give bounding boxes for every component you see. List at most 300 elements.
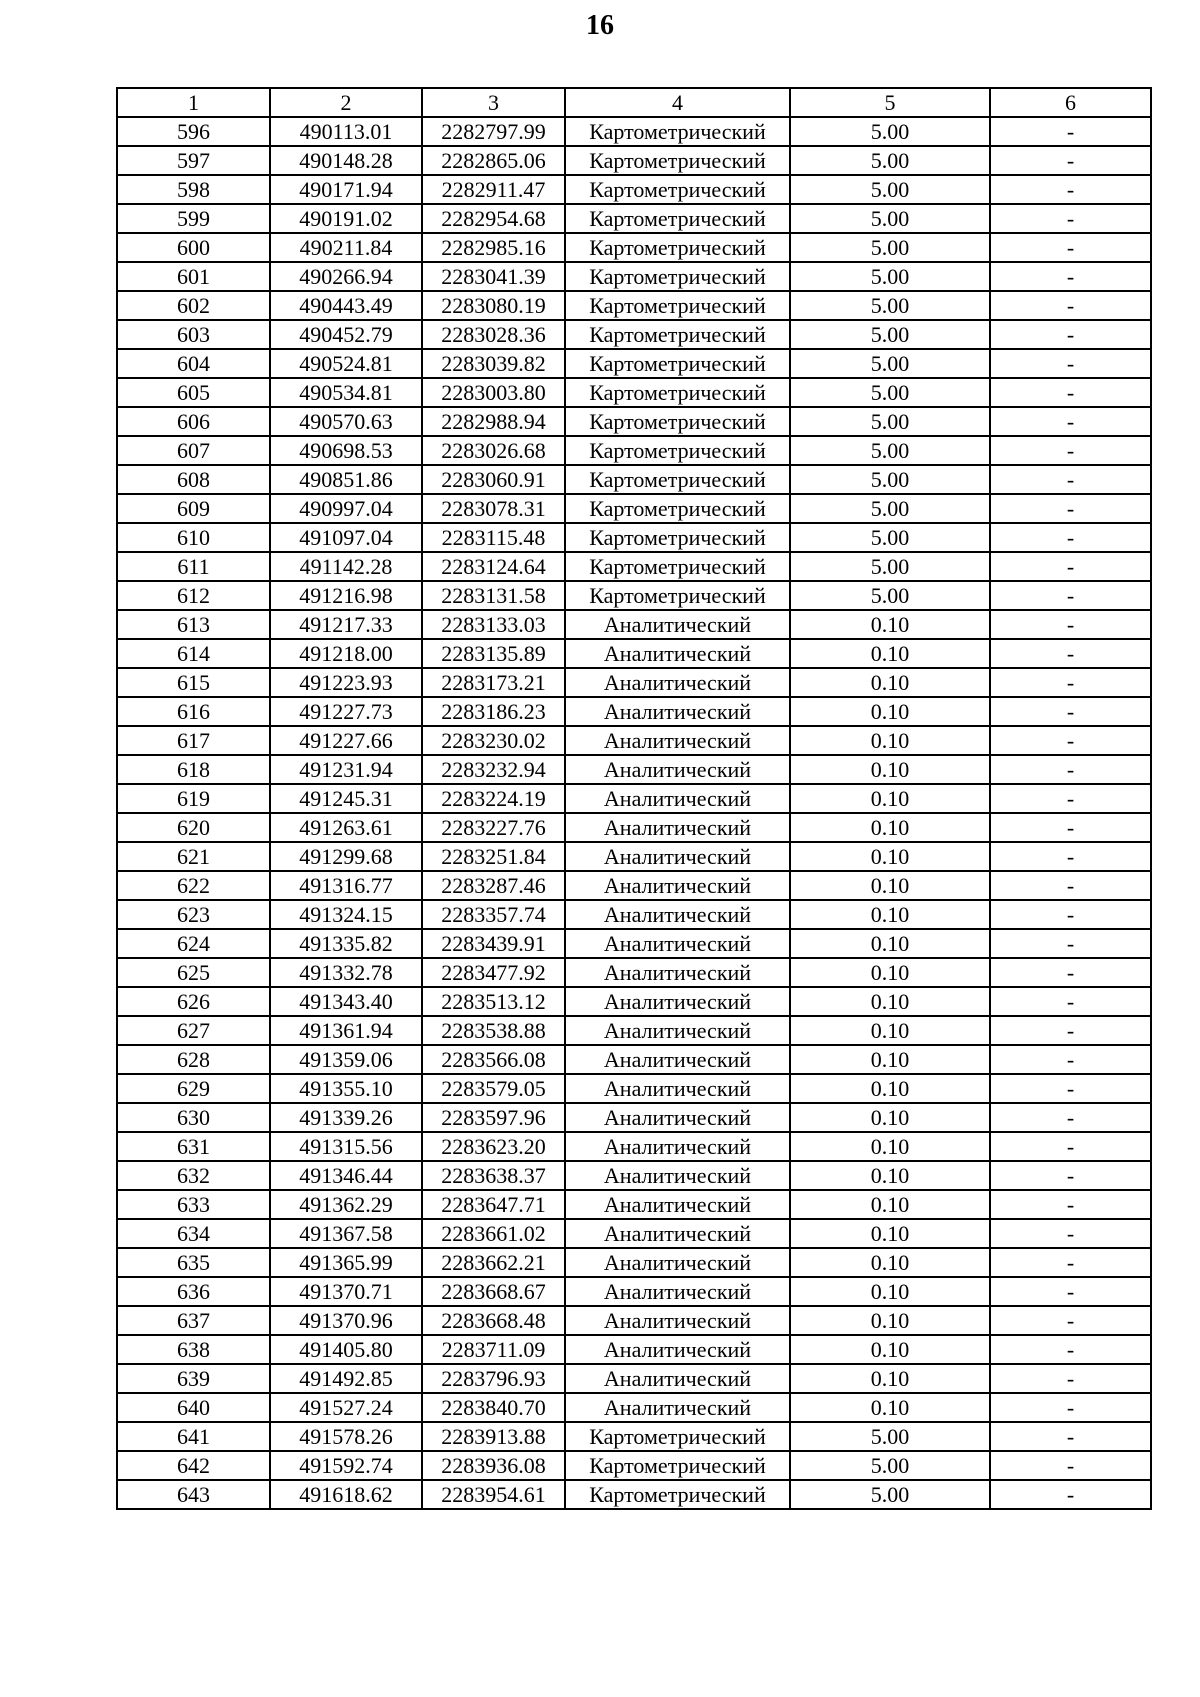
coordinates-table <box>116 87 1152 1510</box>
method-cell: Аналитический <box>565 1219 790 1248</box>
y-coordinate-cell: 2283638.37 <box>422 1161 565 1190</box>
method-cell: Аналитический <box>565 1248 790 1277</box>
note-cell: - <box>990 1161 1151 1190</box>
point-number-cell: 601 <box>117 262 270 291</box>
table-row <box>117 1132 1151 1161</box>
accuracy-cell: 0.10 <box>790 610 990 639</box>
method-cell: Картометрический <box>565 465 790 494</box>
table-row <box>117 1335 1151 1364</box>
y-coordinate-cell: 2283796.93 <box>422 1364 565 1393</box>
y-coordinate-cell: 2283439.91 <box>422 929 565 958</box>
point-number-cell: 610 <box>117 523 270 552</box>
note-cell: - <box>990 784 1151 813</box>
point-number-cell: 621 <box>117 842 270 871</box>
x-coordinate-cell: 491592.74 <box>270 1451 422 1480</box>
note-cell: - <box>990 1277 1151 1306</box>
y-coordinate-cell: 2283232.94 <box>422 755 565 784</box>
method-cell: Аналитический <box>565 668 790 697</box>
accuracy-cell: 0.10 <box>790 639 990 668</box>
point-number-cell: 616 <box>117 697 270 726</box>
method-cell: Аналитический <box>565 1103 790 1132</box>
y-coordinate-cell: 2282911.47 <box>422 175 565 204</box>
y-coordinate-cell: 2283224.19 <box>422 784 565 813</box>
y-coordinate-cell: 2283039.82 <box>422 349 565 378</box>
table-row <box>117 465 1151 494</box>
accuracy-cell: 5.00 <box>790 1422 990 1451</box>
note-cell: - <box>990 900 1151 929</box>
table-row <box>117 204 1151 233</box>
method-cell: Картометрический <box>565 581 790 610</box>
accuracy-cell: 5.00 <box>790 465 990 494</box>
x-coordinate-cell: 491492.85 <box>270 1364 422 1393</box>
method-cell: Аналитический <box>565 1393 790 1422</box>
accuracy-cell: 0.10 <box>790 1393 990 1422</box>
accuracy-cell: 5.00 <box>790 233 990 262</box>
accuracy-cell: 5.00 <box>790 552 990 581</box>
column-header-5: 5 <box>790 88 990 117</box>
x-coordinate-cell: 490698.53 <box>270 436 422 465</box>
point-number-cell: 598 <box>117 175 270 204</box>
column-header-6: 6 <box>990 88 1151 117</box>
note-cell: - <box>990 378 1151 407</box>
accuracy-cell: 0.10 <box>790 1219 990 1248</box>
note-cell: - <box>990 958 1151 987</box>
x-coordinate-cell: 491370.71 <box>270 1277 422 1306</box>
accuracy-cell: 5.00 <box>790 204 990 233</box>
method-cell: Аналитический <box>565 726 790 755</box>
method-cell: Аналитический <box>565 1161 790 1190</box>
table-row <box>117 1422 1151 1451</box>
note-cell: - <box>990 929 1151 958</box>
note-cell: - <box>990 1364 1151 1393</box>
y-coordinate-cell: 2282985.16 <box>422 233 565 262</box>
point-number-cell: 613 <box>117 610 270 639</box>
note-cell: - <box>990 1335 1151 1364</box>
accuracy-cell: 0.10 <box>790 1103 990 1132</box>
x-coordinate-cell: 490191.02 <box>270 204 422 233</box>
method-cell: Аналитический <box>565 929 790 958</box>
x-coordinate-cell: 491245.31 <box>270 784 422 813</box>
point-number-cell: 619 <box>117 784 270 813</box>
table-row <box>117 1277 1151 1306</box>
y-coordinate-cell: 2283287.46 <box>422 871 565 900</box>
note-cell: - <box>990 813 1151 842</box>
note-cell: - <box>990 1393 1151 1422</box>
y-coordinate-cell: 2283566.08 <box>422 1045 565 1074</box>
note-cell: - <box>990 871 1151 900</box>
accuracy-cell: 0.10 <box>790 1277 990 1306</box>
table-row <box>117 784 1151 813</box>
column-header-1: 1 <box>117 88 270 117</box>
x-coordinate-cell: 490443.49 <box>270 291 422 320</box>
method-cell: Аналитический <box>565 900 790 929</box>
y-coordinate-cell: 2283186.23 <box>422 697 565 726</box>
accuracy-cell: 0.10 <box>790 871 990 900</box>
y-coordinate-cell: 2282954.68 <box>422 204 565 233</box>
method-cell: Аналитический <box>565 610 790 639</box>
table-row <box>117 639 1151 668</box>
note-cell: - <box>990 1451 1151 1480</box>
accuracy-cell: 5.00 <box>790 436 990 465</box>
x-coordinate-cell: 491315.56 <box>270 1132 422 1161</box>
point-number-cell: 602 <box>117 291 270 320</box>
accuracy-cell: 5.00 <box>790 262 990 291</box>
method-cell: Аналитический <box>565 1306 790 1335</box>
x-coordinate-cell: 491370.96 <box>270 1306 422 1335</box>
point-number-cell: 643 <box>117 1480 270 1509</box>
method-cell: Картометрический <box>565 320 790 349</box>
note-cell: - <box>990 1074 1151 1103</box>
x-coordinate-cell: 491335.82 <box>270 929 422 958</box>
x-coordinate-cell: 491227.73 <box>270 697 422 726</box>
note-cell: - <box>990 494 1151 523</box>
point-number-cell: 626 <box>117 987 270 1016</box>
method-cell: Аналитический <box>565 1132 790 1161</box>
note-cell: - <box>990 639 1151 668</box>
note-cell: - <box>990 291 1151 320</box>
method-cell: Аналитический <box>565 697 790 726</box>
x-coordinate-cell: 491142.28 <box>270 552 422 581</box>
accuracy-cell: 5.00 <box>790 494 990 523</box>
table-row <box>117 1161 1151 1190</box>
table-row <box>117 987 1151 1016</box>
method-cell: Аналитический <box>565 755 790 784</box>
note-cell: - <box>990 552 1151 581</box>
table-header-row <box>117 88 1151 117</box>
table-row <box>117 1306 1151 1335</box>
point-number-cell: 617 <box>117 726 270 755</box>
x-coordinate-cell: 491365.99 <box>270 1248 422 1277</box>
accuracy-cell: 0.10 <box>790 697 990 726</box>
y-coordinate-cell: 2283513.12 <box>422 987 565 1016</box>
method-cell: Картометрический <box>565 291 790 320</box>
note-cell: - <box>990 697 1151 726</box>
y-coordinate-cell: 2283131.58 <box>422 581 565 610</box>
table-row <box>117 697 1151 726</box>
note-cell: - <box>990 842 1151 871</box>
accuracy-cell: 0.10 <box>790 929 990 958</box>
point-number-cell: 622 <box>117 871 270 900</box>
accuracy-cell: 0.10 <box>790 813 990 842</box>
point-number-cell: 636 <box>117 1277 270 1306</box>
y-coordinate-cell: 2283060.91 <box>422 465 565 494</box>
method-cell: Картометрический <box>565 1451 790 1480</box>
x-coordinate-cell: 490570.63 <box>270 407 422 436</box>
column-header-4: 4 <box>565 88 790 117</box>
point-number-cell: 615 <box>117 668 270 697</box>
y-coordinate-cell: 2283623.20 <box>422 1132 565 1161</box>
x-coordinate-cell: 491263.61 <box>270 813 422 842</box>
accuracy-cell: 5.00 <box>790 117 990 146</box>
table-row <box>117 436 1151 465</box>
method-cell: Картометрический <box>565 407 790 436</box>
point-number-cell: 638 <box>117 1335 270 1364</box>
accuracy-cell: 0.10 <box>790 1161 990 1190</box>
method-cell: Аналитический <box>565 784 790 813</box>
x-coordinate-cell: 491332.78 <box>270 958 422 987</box>
table-row <box>117 958 1151 987</box>
accuracy-cell: 0.10 <box>790 900 990 929</box>
note-cell: - <box>990 581 1151 610</box>
point-number-cell: 632 <box>117 1161 270 1190</box>
y-coordinate-cell: 2283135.89 <box>422 639 565 668</box>
accuracy-cell: 0.10 <box>790 755 990 784</box>
accuracy-cell: 0.10 <box>790 784 990 813</box>
point-number-cell: 618 <box>117 755 270 784</box>
y-coordinate-cell: 2283954.61 <box>422 1480 565 1509</box>
x-coordinate-cell: 490171.94 <box>270 175 422 204</box>
method-cell: Аналитический <box>565 987 790 1016</box>
point-number-cell: 623 <box>117 900 270 929</box>
table-row <box>117 1103 1151 1132</box>
method-cell: Картометрический <box>565 204 790 233</box>
y-coordinate-cell: 2282988.94 <box>422 407 565 436</box>
y-coordinate-cell: 2283041.39 <box>422 262 565 291</box>
point-number-cell: 637 <box>117 1306 270 1335</box>
x-coordinate-cell: 490534.81 <box>270 378 422 407</box>
table-row <box>117 1364 1151 1393</box>
table-row <box>117 1480 1151 1509</box>
note-cell: - <box>990 1045 1151 1074</box>
note-cell: - <box>990 1422 1151 1451</box>
point-number-cell: 609 <box>117 494 270 523</box>
x-coordinate-cell: 491316.77 <box>270 871 422 900</box>
accuracy-cell: 0.10 <box>790 958 990 987</box>
x-coordinate-cell: 490113.01 <box>270 117 422 146</box>
table-row <box>117 175 1151 204</box>
note-cell: - <box>990 320 1151 349</box>
x-coordinate-cell: 491359.06 <box>270 1045 422 1074</box>
accuracy-cell: 5.00 <box>790 523 990 552</box>
y-coordinate-cell: 2283078.31 <box>422 494 565 523</box>
method-cell: Аналитический <box>565 871 790 900</box>
method-cell: Аналитический <box>565 639 790 668</box>
x-coordinate-cell: 490997.04 <box>270 494 422 523</box>
accuracy-cell: 0.10 <box>790 1335 990 1364</box>
x-coordinate-cell: 491527.24 <box>270 1393 422 1422</box>
table-row <box>117 581 1151 610</box>
accuracy-cell: 0.10 <box>790 1074 990 1103</box>
method-cell: Картометрический <box>565 1422 790 1451</box>
y-coordinate-cell: 2283477.92 <box>422 958 565 987</box>
table-row <box>117 523 1151 552</box>
table-row <box>117 755 1151 784</box>
table-row <box>117 726 1151 755</box>
table-row <box>117 610 1151 639</box>
note-cell: - <box>990 436 1151 465</box>
accuracy-cell: 0.10 <box>790 842 990 871</box>
table-row <box>117 378 1151 407</box>
point-number-cell: 597 <box>117 146 270 175</box>
accuracy-cell: 5.00 <box>790 175 990 204</box>
note-cell: - <box>990 1248 1151 1277</box>
table-row <box>117 1074 1151 1103</box>
column-header-3: 3 <box>422 88 565 117</box>
point-number-cell: 634 <box>117 1219 270 1248</box>
x-coordinate-cell: 491362.29 <box>270 1190 422 1219</box>
point-number-cell: 641 <box>117 1422 270 1451</box>
note-cell: - <box>990 1016 1151 1045</box>
accuracy-cell: 5.00 <box>790 581 990 610</box>
x-coordinate-cell: 491405.80 <box>270 1335 422 1364</box>
table-row <box>117 117 1151 146</box>
point-number-cell: 629 <box>117 1074 270 1103</box>
y-coordinate-cell: 2283647.71 <box>422 1190 565 1219</box>
note-cell: - <box>990 465 1151 494</box>
point-number-cell: 599 <box>117 204 270 233</box>
method-cell: Картометрический <box>565 552 790 581</box>
table-row <box>117 291 1151 320</box>
table-row <box>117 929 1151 958</box>
accuracy-cell: 0.10 <box>790 1364 990 1393</box>
accuracy-cell: 5.00 <box>790 1451 990 1480</box>
y-coordinate-cell: 2283661.02 <box>422 1219 565 1248</box>
y-coordinate-cell: 2283173.21 <box>422 668 565 697</box>
y-coordinate-cell: 2283230.02 <box>422 726 565 755</box>
note-cell: - <box>990 1219 1151 1248</box>
table-row <box>117 1190 1151 1219</box>
x-coordinate-cell: 491578.26 <box>270 1422 422 1451</box>
method-cell: Аналитический <box>565 1364 790 1393</box>
table-body <box>117 117 1151 1509</box>
note-cell: - <box>990 204 1151 233</box>
note-cell: - <box>990 1306 1151 1335</box>
y-coordinate-cell: 2283538.88 <box>422 1016 565 1045</box>
table-row <box>117 262 1151 291</box>
note-cell: - <box>990 349 1151 378</box>
accuracy-cell: 0.10 <box>790 1306 990 1335</box>
x-coordinate-cell: 491227.66 <box>270 726 422 755</box>
method-cell: Аналитический <box>565 958 790 987</box>
x-coordinate-cell: 491216.98 <box>270 581 422 610</box>
x-coordinate-cell: 491299.68 <box>270 842 422 871</box>
table-row <box>117 842 1151 871</box>
point-number-cell: 614 <box>117 639 270 668</box>
y-coordinate-cell: 2283115.48 <box>422 523 565 552</box>
accuracy-cell: 5.00 <box>790 320 990 349</box>
accuracy-cell: 0.10 <box>790 1045 990 1074</box>
y-coordinate-cell: 2283840.70 <box>422 1393 565 1422</box>
note-cell: - <box>990 726 1151 755</box>
method-cell: Аналитический <box>565 842 790 871</box>
note-cell: - <box>990 1190 1151 1219</box>
point-number-cell: 596 <box>117 117 270 146</box>
note-cell: - <box>990 1103 1151 1132</box>
accuracy-cell: 5.00 <box>790 146 990 175</box>
x-coordinate-cell: 491217.33 <box>270 610 422 639</box>
x-coordinate-cell: 491361.94 <box>270 1016 422 1045</box>
table-row <box>117 233 1151 262</box>
y-coordinate-cell: 2283711.09 <box>422 1335 565 1364</box>
point-number-cell: 642 <box>117 1451 270 1480</box>
point-number-cell: 640 <box>117 1393 270 1422</box>
table-row <box>117 900 1151 929</box>
accuracy-cell: 0.10 <box>790 1016 990 1045</box>
note-cell: - <box>990 117 1151 146</box>
y-coordinate-cell: 2283913.88 <box>422 1422 565 1451</box>
x-coordinate-cell: 490851.86 <box>270 465 422 494</box>
x-coordinate-cell: 491346.44 <box>270 1161 422 1190</box>
x-coordinate-cell: 491618.62 <box>270 1480 422 1509</box>
accuracy-cell: 0.10 <box>790 1190 990 1219</box>
method-cell: Аналитический <box>565 1045 790 1074</box>
x-coordinate-cell: 491231.94 <box>270 755 422 784</box>
page-number: 16 <box>586 10 614 41</box>
table-row <box>117 1451 1151 1480</box>
y-coordinate-cell: 2283597.96 <box>422 1103 565 1132</box>
point-number-cell: 603 <box>117 320 270 349</box>
accuracy-cell: 0.10 <box>790 726 990 755</box>
y-coordinate-cell: 2283227.76 <box>422 813 565 842</box>
note-cell: - <box>990 407 1151 436</box>
table-row <box>117 813 1151 842</box>
table-row <box>117 1248 1151 1277</box>
method-cell: Аналитический <box>565 813 790 842</box>
note-cell: - <box>990 146 1151 175</box>
accuracy-cell: 5.00 <box>790 407 990 436</box>
method-cell: Аналитический <box>565 1074 790 1103</box>
method-cell: Картометрический <box>565 1480 790 1509</box>
point-number-cell: 600 <box>117 233 270 262</box>
y-coordinate-cell: 2283579.05 <box>422 1074 565 1103</box>
y-coordinate-cell: 2283026.68 <box>422 436 565 465</box>
x-coordinate-cell: 491324.15 <box>270 900 422 929</box>
x-coordinate-cell: 491097.04 <box>270 523 422 552</box>
x-coordinate-cell: 490148.28 <box>270 146 422 175</box>
note-cell: - <box>990 233 1151 262</box>
y-coordinate-cell: 2283251.84 <box>422 842 565 871</box>
accuracy-cell: 5.00 <box>790 378 990 407</box>
x-coordinate-cell: 491218.00 <box>270 639 422 668</box>
table-row <box>117 407 1151 436</box>
method-cell: Аналитический <box>565 1277 790 1306</box>
accuracy-cell: 0.10 <box>790 1248 990 1277</box>
accuracy-cell: 0.10 <box>790 668 990 697</box>
note-cell: - <box>990 523 1151 552</box>
point-number-cell: 625 <box>117 958 270 987</box>
point-number-cell: 605 <box>117 378 270 407</box>
column-header-2: 2 <box>270 88 422 117</box>
table-row <box>117 1393 1151 1422</box>
y-coordinate-cell: 2283668.48 <box>422 1306 565 1335</box>
table-row <box>117 349 1151 378</box>
point-number-cell: 620 <box>117 813 270 842</box>
accuracy-cell: 5.00 <box>790 349 990 378</box>
y-coordinate-cell: 2283080.19 <box>422 291 565 320</box>
method-cell: Картометрический <box>565 378 790 407</box>
note-cell: - <box>990 755 1151 784</box>
table-row <box>117 1016 1151 1045</box>
x-coordinate-cell: 490266.94 <box>270 262 422 291</box>
x-coordinate-cell: 491223.93 <box>270 668 422 697</box>
x-coordinate-cell: 491339.26 <box>270 1103 422 1132</box>
y-coordinate-cell: 2282865.06 <box>422 146 565 175</box>
point-number-cell: 604 <box>117 349 270 378</box>
point-number-cell: 627 <box>117 1016 270 1045</box>
y-coordinate-cell: 2283028.36 <box>422 320 565 349</box>
table-row <box>117 1219 1151 1248</box>
table-row <box>117 146 1151 175</box>
point-number-cell: 639 <box>117 1364 270 1393</box>
point-number-cell: 635 <box>117 1248 270 1277</box>
point-number-cell: 628 <box>117 1045 270 1074</box>
table-row <box>117 668 1151 697</box>
table-row <box>117 494 1151 523</box>
note-cell: - <box>990 1480 1151 1509</box>
point-number-cell: 633 <box>117 1190 270 1219</box>
point-number-cell: 606 <box>117 407 270 436</box>
y-coordinate-cell: 2282797.99 <box>422 117 565 146</box>
